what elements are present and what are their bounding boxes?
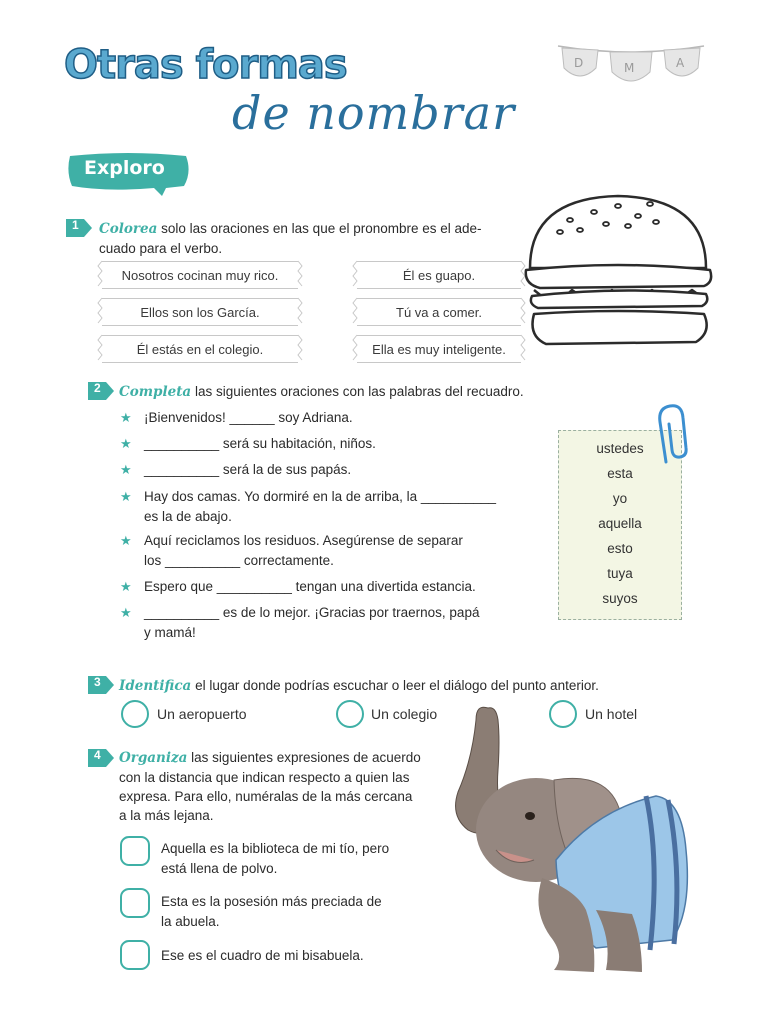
question-number-badge <box>88 674 114 696</box>
order-number-box[interactable] <box>120 888 150 918</box>
page-title: Otras formas <box>64 42 347 88</box>
star-icon: ★ <box>120 410 132 425</box>
paperclip-icon <box>656 402 688 468</box>
option-radio[interactable] <box>336 700 364 728</box>
bunting-banner <box>556 40 706 90</box>
q3-verb: Identifica <box>119 678 192 694</box>
sentence-text: Nosotros cocinan muy rico. <box>121 267 279 283</box>
word-item: esto <box>607 541 633 556</box>
sentence-text: Ella es muy inteligente. <box>372 341 506 357</box>
banner-letter-a: A <box>676 56 685 70</box>
q4-item: Aquella es la biblioteca de mi tío, pero está llena de polvo. <box>161 841 390 876</box>
star-icon: ★ <box>120 489 132 504</box>
word-item: ustedes <box>596 441 644 456</box>
q1-text-b: cuado para el verbo. <box>99 241 223 256</box>
question-number: 1 <box>72 218 79 232</box>
q2-item: Espero que __________ tengan una divertida estancia. <box>144 579 476 594</box>
star-icon: ★ <box>120 436 132 451</box>
sentence-text: Tú va a comer. <box>396 304 482 320</box>
question-number-badge <box>66 217 92 239</box>
q1-instruction <box>99 219 529 258</box>
banner-letter-d: D <box>574 56 584 70</box>
option-label: Un hotel <box>585 706 638 722</box>
sentence-text: Él estás en el colegio. <box>136 341 264 357</box>
q2-item: __________ será la de sus papás. <box>144 462 352 477</box>
sentence-text: Ellos son los García. <box>140 304 260 320</box>
question-number: 2 <box>94 381 101 395</box>
q2-verb: Completa <box>119 384 192 400</box>
question-number: 4 <box>94 748 101 762</box>
q3-instruction <box>119 676 659 696</box>
word-item: esta <box>607 466 633 481</box>
word-item: tuya <box>607 566 633 581</box>
option-radio[interactable] <box>121 700 149 728</box>
question-number-badge <box>88 747 114 769</box>
q4-item: Esta es la posesión más preciada de la abuela. <box>161 894 382 929</box>
order-number-box[interactable] <box>120 836 150 866</box>
q2-item: __________ será su habitación, niños. <box>144 436 376 451</box>
word-item: aquella <box>598 516 642 531</box>
option-label: Un colegio <box>371 706 438 722</box>
question-number: 3 <box>94 675 101 689</box>
question-number-badge <box>88 380 114 402</box>
q2-item: Aquí reciclamos los residuos. Asegúrense de separar los __________ correctamente. <box>144 533 463 568</box>
hamburger-illustration <box>520 190 716 352</box>
banner-letter-m: M <box>624 61 635 75</box>
elephant-illustration <box>446 700 692 974</box>
option-label: Un aeropuerto <box>157 706 247 722</box>
q2-item: ¡Bienvenidos! ______ soy Adriana. <box>144 410 353 425</box>
section-label: Exploro <box>84 157 165 179</box>
q2-item: Hay dos camas. Yo dormiré en la de arriba, la __________ es la de abajo. <box>144 489 496 524</box>
q2-item: __________ es de lo mejor. ¡Gracias por traernos, papá y mamá! <box>144 605 480 640</box>
q4-instruction: Organiza las siguientes expresiones de acuerdo con la distancia que indican respecto a quien las expresa. Para ello, numéralas de la más cercana a la más lejana. <box>119 750 421 823</box>
word-item: suyos <box>602 591 638 606</box>
word-item: yo <box>612 491 628 506</box>
sentence-box-edges <box>96 260 526 364</box>
order-number-box[interactable] <box>120 940 150 970</box>
q4-item: Ese es el cuadro de mi bisabuela. <box>161 948 364 963</box>
q1-verb: Colorea <box>99 221 158 237</box>
q2-text: las siguientes oraciones con las palabras del recuadro. <box>191 384 524 399</box>
q4-verb: Organiza <box>119 750 188 766</box>
q3-text: el lugar donde podrías escuchar o leer el diálogo del punto anterior. <box>191 678 599 693</box>
star-icon: ★ <box>120 579 132 594</box>
star-icon: ★ <box>120 533 132 548</box>
page-subtitle: de nombrar <box>232 86 516 140</box>
q2-instruction <box>119 382 559 402</box>
q1-text-a: solo las oraciones en las que el pronombre es el ade- <box>157 221 482 236</box>
star-icon: ★ <box>120 605 132 620</box>
sentence-text: Él es guapo. <box>402 267 476 283</box>
star-icon: ★ <box>120 462 132 477</box>
